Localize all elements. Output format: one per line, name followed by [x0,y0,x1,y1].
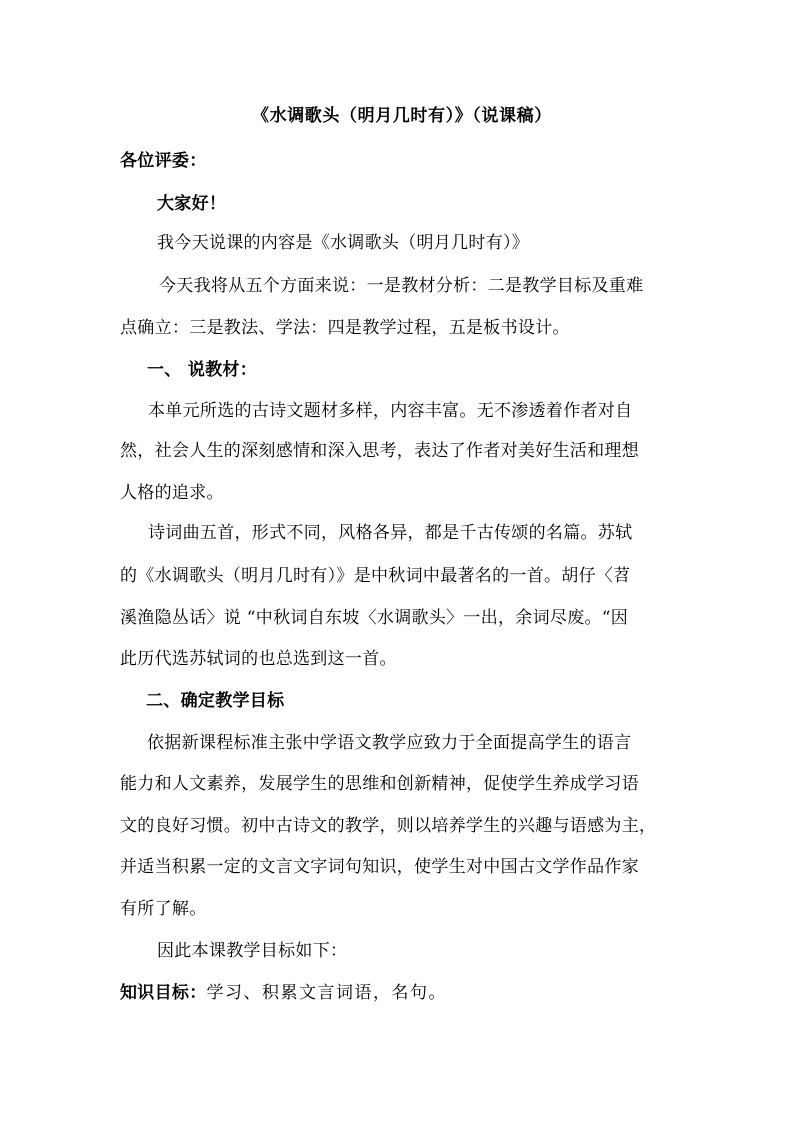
section-1-p1-line-2: 然，社会人生的深刻感情和深入思考，表达了作者对美好生活和理想 [120,441,639,461]
overview-line-1: 今天我将从五个方面来说：一是教材分析：二是教学目标及重难 [159,276,644,296]
knowledge-objective [120,982,447,1004]
section-1-p2-line-2: 的《水调歌头（明月几时有）》是中秋词中最著名的一首。胡仔〈苕 [120,566,631,586]
section-1-heading: 一、 说教材： [147,360,258,380]
overview-line-2: 点确立：三是教法、学法：四是教学过程，五是板书设计。 [120,318,570,338]
section-1-p2-line-3: 溪渔隐丛话〉说 “中秋词自东坡〈水调歌头〉一出，余词尽废。“因 [120,608,629,628]
knowledge-objective-text: 学习、积累文言词语，名句。 [206,983,447,1003]
salutation: 各位评委： [120,151,207,171]
objectives-intro: 因此本课教学目标如下： [157,941,348,961]
section-2-p1-line-4: 并适当积累一定的文言文字词句知识，使学生对中国古文学作品作家 [120,857,639,877]
section-2-p1-line-3: 文的良好习惯。初中古诗文的教学，则以培养学生的兴趣与语感为主， [120,816,657,836]
section-1-p2-line-4: 此历代选苏轼词的也总选到这一首。 [120,649,397,669]
intro-line: 我今天说课的内容是《水调歌头（明月几时有）》 [157,233,530,253]
section-1-p1-line-1: 本单元所选的古诗文题材多样，内容丰富。无不渗透着作者对自 [148,401,633,421]
section-2-p1-line-1: 依据新课程标准主张中学语文教学应致力于全面提高学生的语言 [147,733,632,753]
section-2-p1-line-2: 能力和人文素养，发展学生的思维和创新精神，促使学生养成学习语 [120,774,639,794]
section-1-p2-line-1: 诗词曲五首，形式不同，风格各异，都是千古传颂的名篇。苏轼 [148,523,633,543]
document-title: 《水调歌头（明月几时有）》（说课稿） [252,106,552,126]
knowledge-objective-label: 知识目标： [120,983,207,1003]
section-2-heading: 二、确定教学目标 [146,691,285,711]
greeting: 大家好！ [157,194,227,214]
section-2-p1-line-5: 有所了解。 [120,899,207,919]
section-1-p1-line-3: 人格的追求。 [120,483,224,503]
